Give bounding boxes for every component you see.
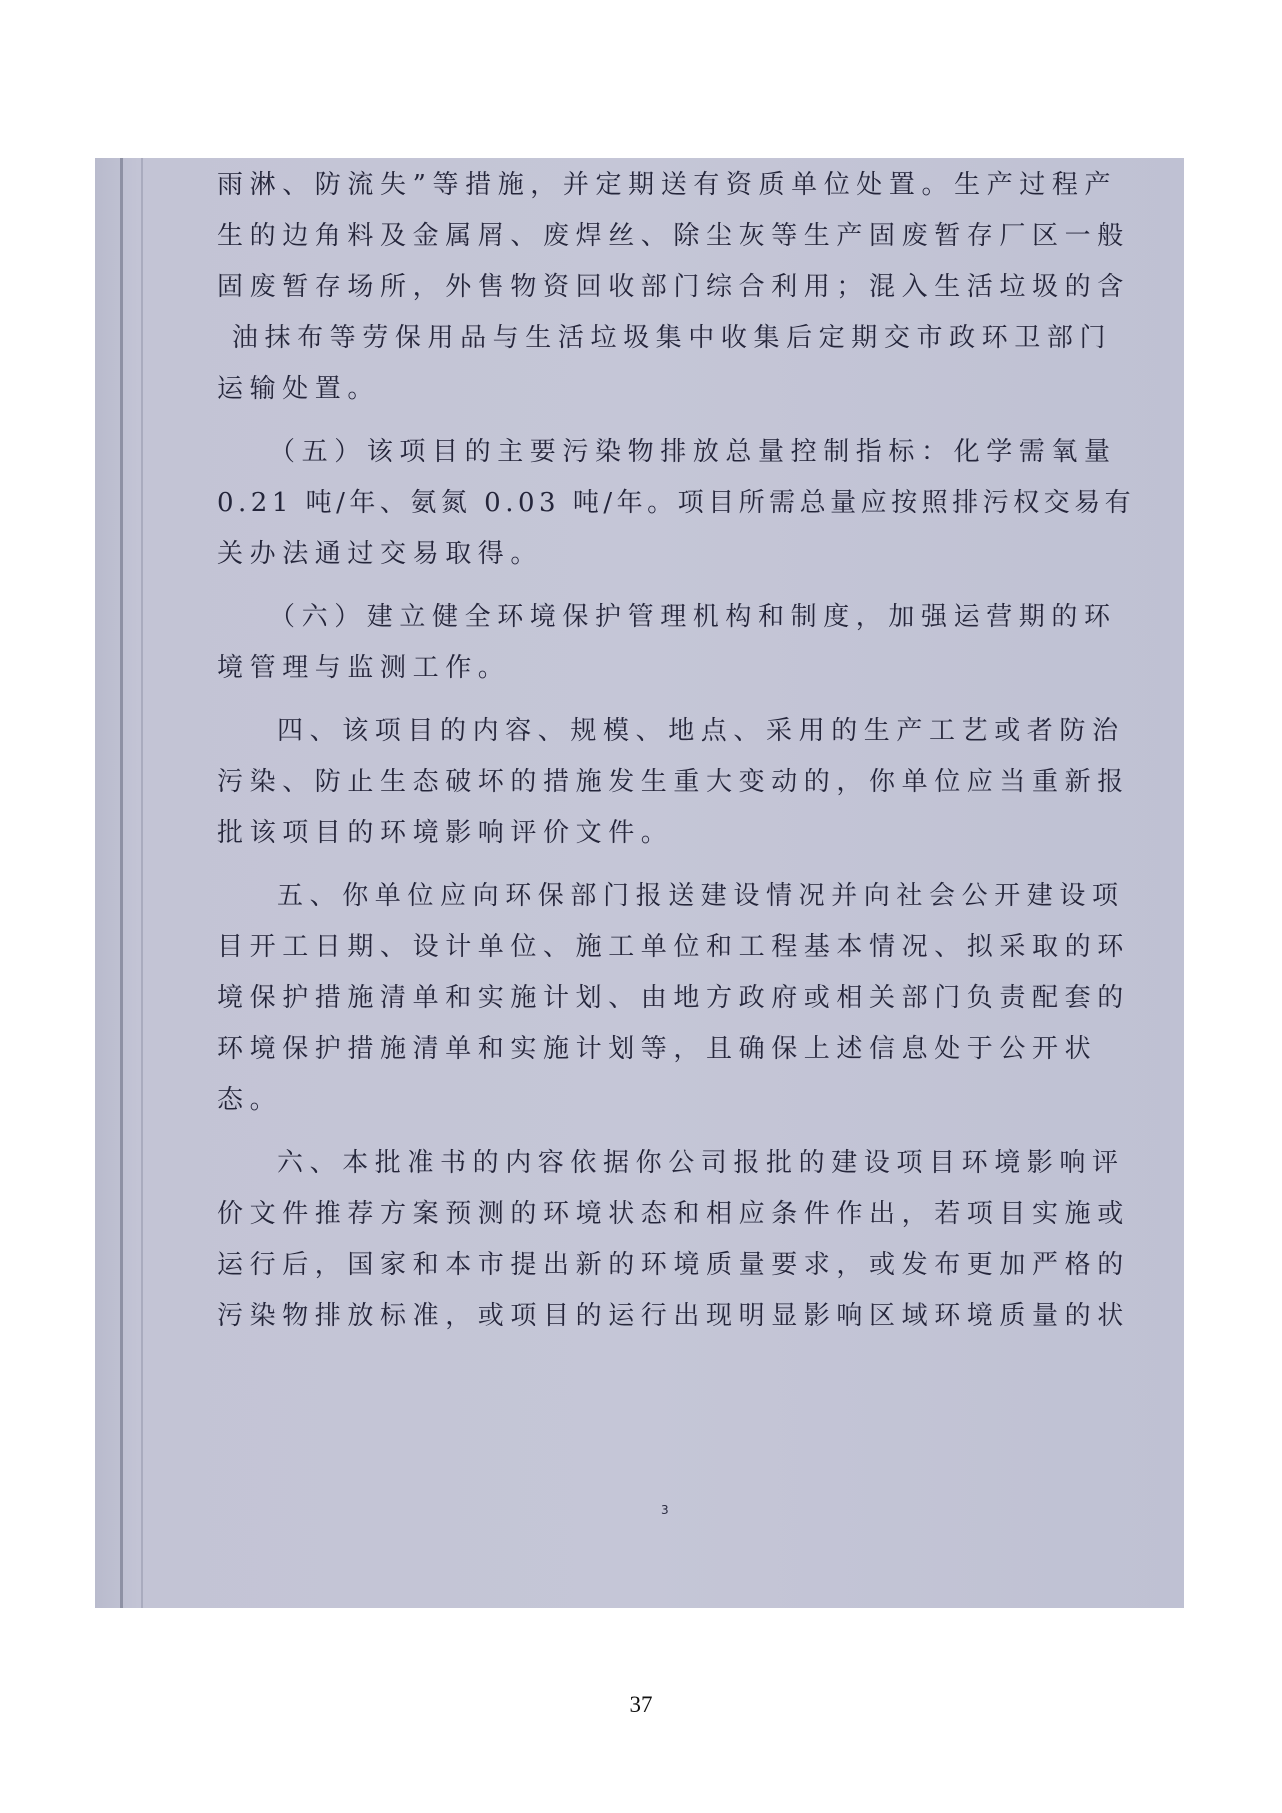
- text-line: 目开工日期、设计单位、施工单位和工程基本情况、拟采取的环: [217, 932, 1130, 962]
- text-line: 污染、防止生态破坏的措施发生重大变动的，你单位应当重新报: [217, 767, 1130, 797]
- scanned-page-photo: [95, 158, 1184, 1608]
- text-line: 态。: [217, 1085, 283, 1115]
- text-line: 0.21 吨/年、氨氮 0.03 吨/年。项目所需总量应按照排污权交易有: [217, 488, 1136, 518]
- text-line: 油抹布等劳保用品与生活垃圾集中收集后定期交市政环卫部门: [217, 323, 1113, 353]
- inner-page-number: 3: [661, 1503, 669, 1517]
- text-line: （六）建立健全环境保护管理机构和制度，加强运营期的环: [269, 602, 1117, 632]
- text-line: 运输处置。: [217, 374, 381, 404]
- text-line: 雨淋、防流失”等措施，并定期送有资质单位处置。生产过程产: [217, 170, 1118, 200]
- text-line: 境管理与监测工作。: [217, 653, 511, 683]
- text-line: 环境保护措施清单和实施计划等，且确保上述信息处于公开状: [217, 1034, 1098, 1064]
- text-line: 生的边角料及金属屑、废焊丝、除尘灰等生产固废暂存厂区一般: [217, 221, 1130, 251]
- document-body: [217, 160, 1136, 1342]
- binding-shadow: [141, 158, 143, 1608]
- text-line: 价文件推荐方案预测的环境状态和相应条件作出，若项目实施或: [217, 1199, 1130, 1229]
- text-line: 污染物排放标准，或项目的运行出现明显影响区域环境质量的状: [217, 1301, 1130, 1331]
- text-line: （五）该项目的主要污染物排放总量控制指标：化学需氧量: [269, 437, 1117, 467]
- binding-edge: [120, 158, 123, 1608]
- text-line: 境保护措施清单和实施计划、由地方政府或相关部门负责配套的: [217, 983, 1130, 1013]
- text-line: 批该项目的环境影响评价文件。: [217, 818, 674, 848]
- text-line: 关办法通过交易取得。: [217, 539, 544, 569]
- text-line: 六、本批准书的内容依据你公司报批的建设项目环境影响评: [277, 1148, 1125, 1178]
- text-line: 运行后，国家和本市提出新的环境质量要求，或发布更加严格的: [217, 1250, 1130, 1280]
- text-line: 四、该项目的内容、规模、地点、采用的生产工艺或者防治: [277, 716, 1125, 746]
- outer-page-number: 37: [629, 1692, 653, 1717]
- text-line: 五、你单位应向环保部门报送建设情况并向社会公开建设项: [277, 881, 1125, 911]
- text-line: 固废暂存场所，外售物资回收部门综合利用；混入生活垃圾的含: [217, 272, 1130, 302]
